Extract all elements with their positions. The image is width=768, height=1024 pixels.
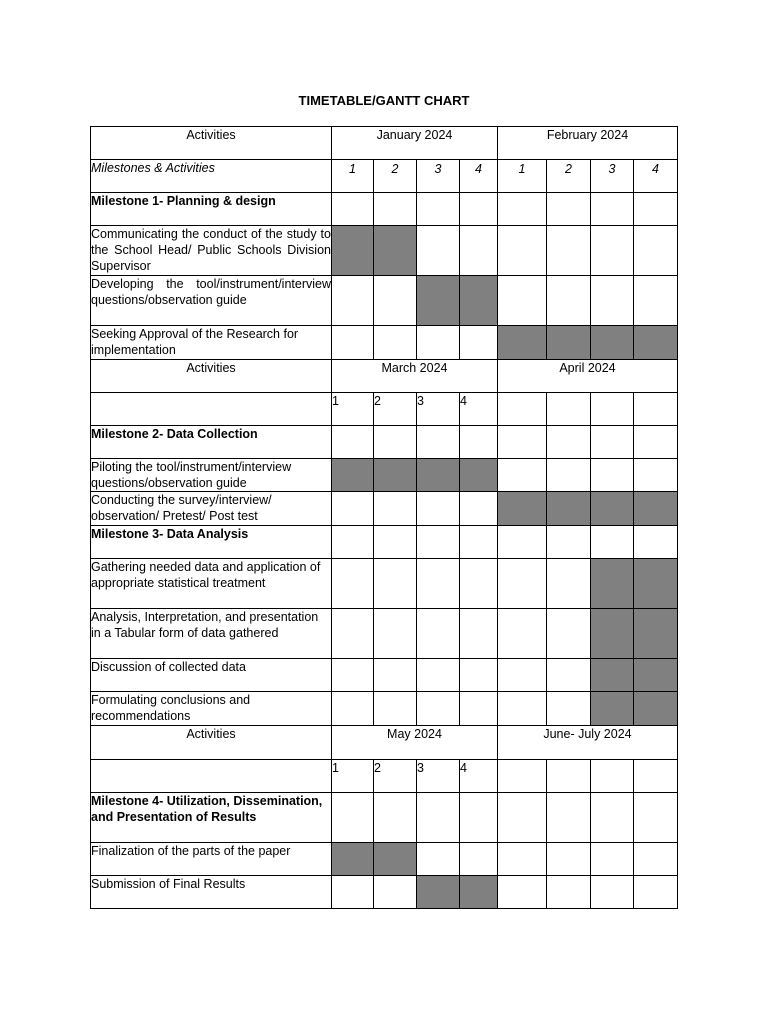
gantt-bar-cell: [374, 843, 417, 876]
gantt-bar-cell: [460, 459, 498, 492]
gantt-bar-cell: [417, 276, 460, 326]
month-header-march: March 2024: [332, 360, 498, 393]
milestone-row: [91, 193, 678, 226]
header-row: [91, 360, 678, 393]
activity-row: [91, 609, 678, 659]
gantt-bar-cell: [498, 326, 547, 360]
week-label: 2: [374, 160, 417, 193]
week-label: 2: [374, 760, 417, 793]
activity-label: Gathering needed data and application of appropriate statistical treatment: [91, 559, 332, 609]
activities-header: Activities: [91, 360, 332, 393]
gantt-bar-cell: [634, 326, 678, 360]
activity-label: Submission of Final Results: [91, 876, 332, 909]
week-label: 4: [460, 760, 498, 793]
week-label: 4: [460, 160, 498, 193]
activity-row: [91, 843, 678, 876]
gantt-table: [90, 126, 678, 909]
week-label: 4: [460, 393, 498, 426]
week-label: 2: [374, 393, 417, 426]
milestone-row: [91, 526, 678, 559]
gantt-bar-cell: [332, 843, 374, 876]
gantt-bar-cell: [591, 559, 634, 609]
activity-row: [91, 276, 678, 326]
gantt-bar-cell: [591, 692, 634, 726]
activity-label: Discussion of collected data: [91, 659, 332, 692]
milestone-row: [91, 793, 678, 843]
week-label: 1: [332, 393, 374, 426]
activity-row: [91, 459, 678, 492]
week-row: [91, 760, 678, 793]
gantt-bar-cell: [460, 276, 498, 326]
week-label: 2: [547, 160, 591, 193]
activity-label: Communicating the conduct of the study to the School Head/ Public Schools Division Supervisor: [91, 226, 332, 276]
activity-label: Finalization of the parts of the paper: [91, 843, 332, 876]
activity-row: [91, 226, 678, 276]
header-row: [91, 726, 678, 760]
gantt-bar-cell: [634, 559, 678, 609]
gantt-bar-cell: [634, 692, 678, 726]
month-header-may: May 2024: [332, 726, 498, 760]
gantt-bar-cell: [547, 326, 591, 360]
week-label: 4: [634, 160, 678, 193]
milestone-3-label: Milestone 3- Data Analysis: [91, 526, 332, 559]
month-header-june-july: June- July 2024: [498, 726, 678, 760]
month-header-february: February 2024: [498, 127, 678, 160]
week-label: 3: [591, 160, 634, 193]
activity-label: Developing the tool/instrument/interview questions/observation guide: [91, 276, 332, 326]
activities-header: Activities: [91, 127, 332, 160]
gantt-bar-cell: [417, 459, 460, 492]
page-title: TIMETABLE/GANTT CHART: [298, 93, 470, 108]
gantt-bar-cell: [634, 492, 678, 526]
gantt-bar-cell: [374, 459, 417, 492]
activity-label: Seeking Approval of the Research for implementation: [91, 326, 332, 360]
gantt-bar-cell: [460, 876, 498, 909]
month-header-january: January 2024: [332, 127, 498, 160]
week-row: [91, 393, 678, 426]
gantt-bar-cell: [591, 492, 634, 526]
activities-header: Activities: [91, 726, 332, 760]
week-label: 1: [332, 760, 374, 793]
activity-row: [91, 326, 678, 360]
gantt-bar-cell: [417, 876, 460, 909]
gantt-bar-cell: [591, 609, 634, 659]
gantt-bar-cell: [591, 326, 634, 360]
activity-row: [91, 659, 678, 692]
activity-label: Piloting the tool/instrument/interview questions/observation guide: [91, 459, 332, 492]
gantt-bar-cell: [498, 492, 547, 526]
milestone-1-label: Milestone 1- Planning & design: [91, 193, 332, 226]
gantt-bar-cell: [332, 226, 374, 276]
milestone-4-label: Milestone 4- Utilization, Dissemination, and Presentation of Results: [91, 793, 332, 843]
week-label: 1: [498, 160, 547, 193]
week-label: 3: [417, 760, 460, 793]
gantt-bar-cell: [374, 226, 417, 276]
activity-row: [91, 559, 678, 609]
activity-label: Analysis, Interpretation, and presentation in a Tabular form of data gathered: [91, 609, 332, 659]
gantt-bar-cell: [634, 659, 678, 692]
activity-row: [91, 692, 678, 726]
gantt-bar-cell: [634, 609, 678, 659]
month-header-april: April 2024: [498, 360, 678, 393]
milestones-activities-label: Milestones & Activities: [91, 160, 332, 193]
gantt-bar-cell: [332, 459, 374, 492]
activity-row: [91, 492, 678, 526]
week-label: 3: [417, 160, 460, 193]
week-label: 1: [332, 160, 374, 193]
milestone-row: [91, 426, 678, 459]
gantt-bar-cell: [547, 492, 591, 526]
gantt-bar-cell: [591, 659, 634, 692]
activity-row: [91, 876, 678, 909]
milestone-2-label: Milestone 2- Data Collection: [91, 426, 332, 459]
week-row: [91, 160, 678, 193]
activity-label: Formulating conclusions and recommendations: [91, 692, 332, 726]
header-row: [91, 127, 678, 160]
week-label: 3: [417, 393, 460, 426]
activity-label: Conducting the survey/interview/ observation/ Pretest/ Post test: [91, 492, 332, 526]
